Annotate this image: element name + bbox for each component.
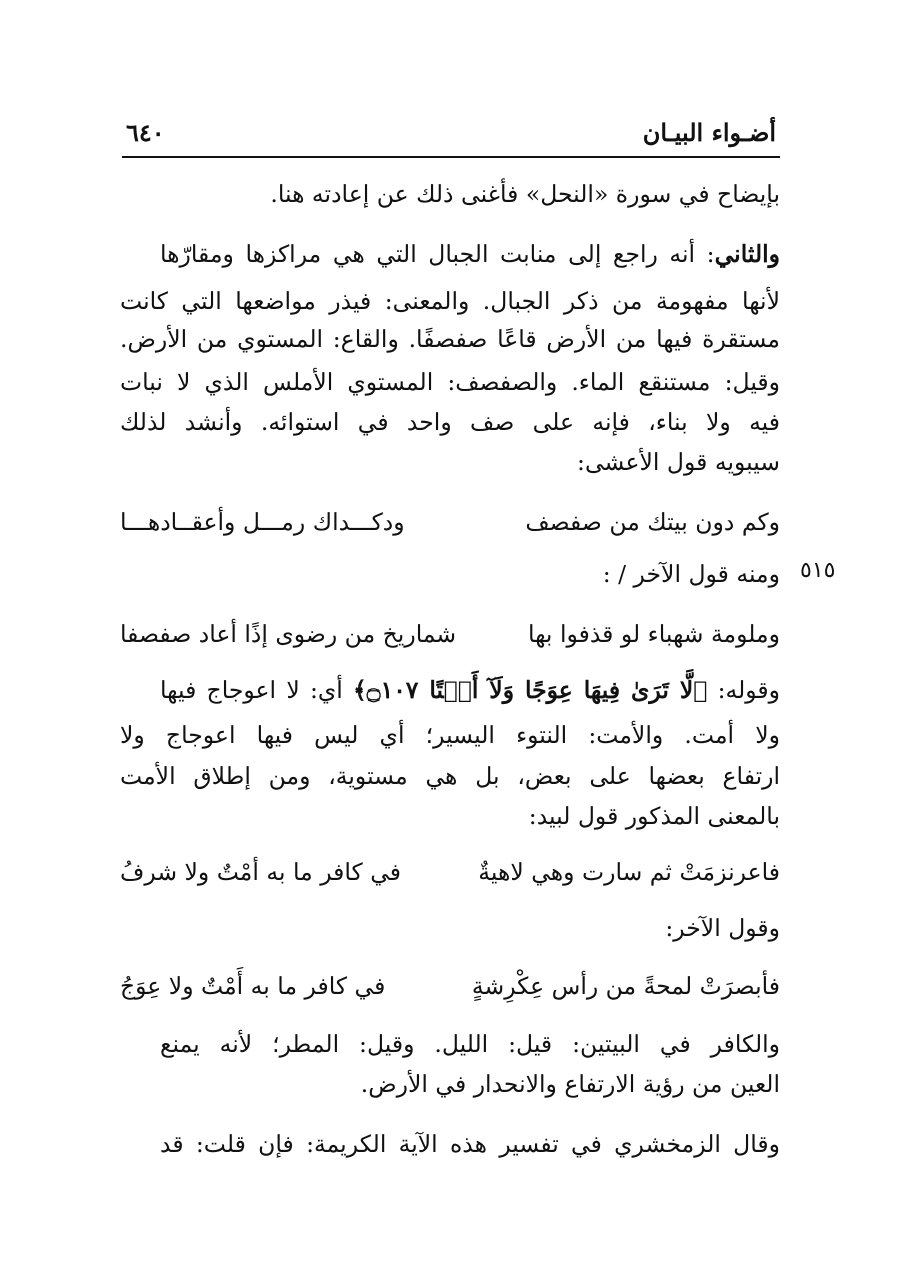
text-line (160, 672, 780, 708)
text-line: ومنه قول الآخر / : (602, 560, 780, 588)
quran-verse: ﴿لَّا تَرَىٰ فِيهَا عِوَجًا وَلَآ أَمۡتًا ۝١٠٧﴾ (353, 676, 708, 704)
text-line: وقيل: مستنقع الماء. والصفصف: المستوي الأملس الذي لا نبات (120, 368, 780, 396)
verse-second-hemistich: في كافر ما به أَمْتٌ ولا عِوَجُ (120, 972, 386, 1000)
verse-second-hemistich: في كافر ما به أمْتٌ ولا شرفُ (120, 858, 402, 886)
text-line: سيبويه قول الأعشى: (577, 448, 780, 476)
verse-first-hemistich: وكم دون بيتك من صفصف (525, 508, 780, 536)
bold-term: والثاني (714, 240, 780, 268)
verse-second-hemistich: ودكـــداك رمـــل وأعقــادهـــا (120, 508, 405, 536)
poetry-verse (120, 968, 780, 1004)
verse-second-hemistich: شماريخ من رضوى إذًا أعاد صفصفا (120, 620, 457, 648)
margin-page-reference: ٥١٥ (800, 558, 836, 583)
verse-first-hemistich: وملومة شهباء لو قذفوا بها (527, 620, 780, 648)
text-line: ارتفاع بعضها على بعض، بل هي مستوية، ومن إطلاق الأمت (120, 762, 780, 790)
text-span: أي: لا اعوجاج فيها (160, 676, 354, 704)
book-title: أضـواء البيـان (642, 118, 776, 147)
text-line: بإيضاح في سورة «النحل» فأغنى ذلك عن إعادته هنا. (270, 180, 780, 208)
text-line: مستقرة فيها من الأرض قاعًا صفصفًا. والقاع: المستوي من الأرض. (120, 325, 780, 353)
text-line: لأنها مفهومة من ذكر الجبال. والمعنى: فيذر مواضعها التي كانت (120, 287, 780, 315)
page-number: ٦٤٠ (126, 118, 165, 147)
text-line: وقول الآخر: (665, 914, 780, 942)
poetry-verse (120, 616, 780, 652)
poetry-verse (120, 504, 780, 540)
text-line: ولا أمت. والأمت: النتوء اليسير؛ أي ليس فيها اعوجاج ولا (120, 721, 780, 749)
text-span: وقوله: (707, 676, 780, 704)
text-line: فيه ولا بناء، فإنه على صف واحد في استوائه. وأنشد لذلك (120, 408, 780, 436)
text-line: بالمعنى المذكور قول لبيد: (528, 802, 780, 830)
text-line: العين من رؤية الارتفاع والانحدار في الأرض. (360, 1070, 780, 1098)
poetry-verse (120, 854, 780, 890)
verse-first-hemistich: فاعرنزمَتْ ثم سارت وهي لاهيةٌ (478, 858, 780, 886)
verse-first-hemistich: فأبصرَتْ لمحةً من رأس عِكْرِشةٍ (471, 972, 780, 1000)
page-header (122, 112, 780, 158)
text-line (160, 236, 780, 272)
text-span: : أنه راجع إلى منابت الجبال التي هي مراكزها ومقارّها (160, 240, 715, 268)
text-line: وقال الزمخشري في تفسير هذه الآية الكريمة: فإن قلت: قد (160, 1130, 780, 1158)
text-line: والكافر في البيتين: قيل: الليل. وقيل: المطر؛ لأنه يمنع (160, 1030, 780, 1058)
